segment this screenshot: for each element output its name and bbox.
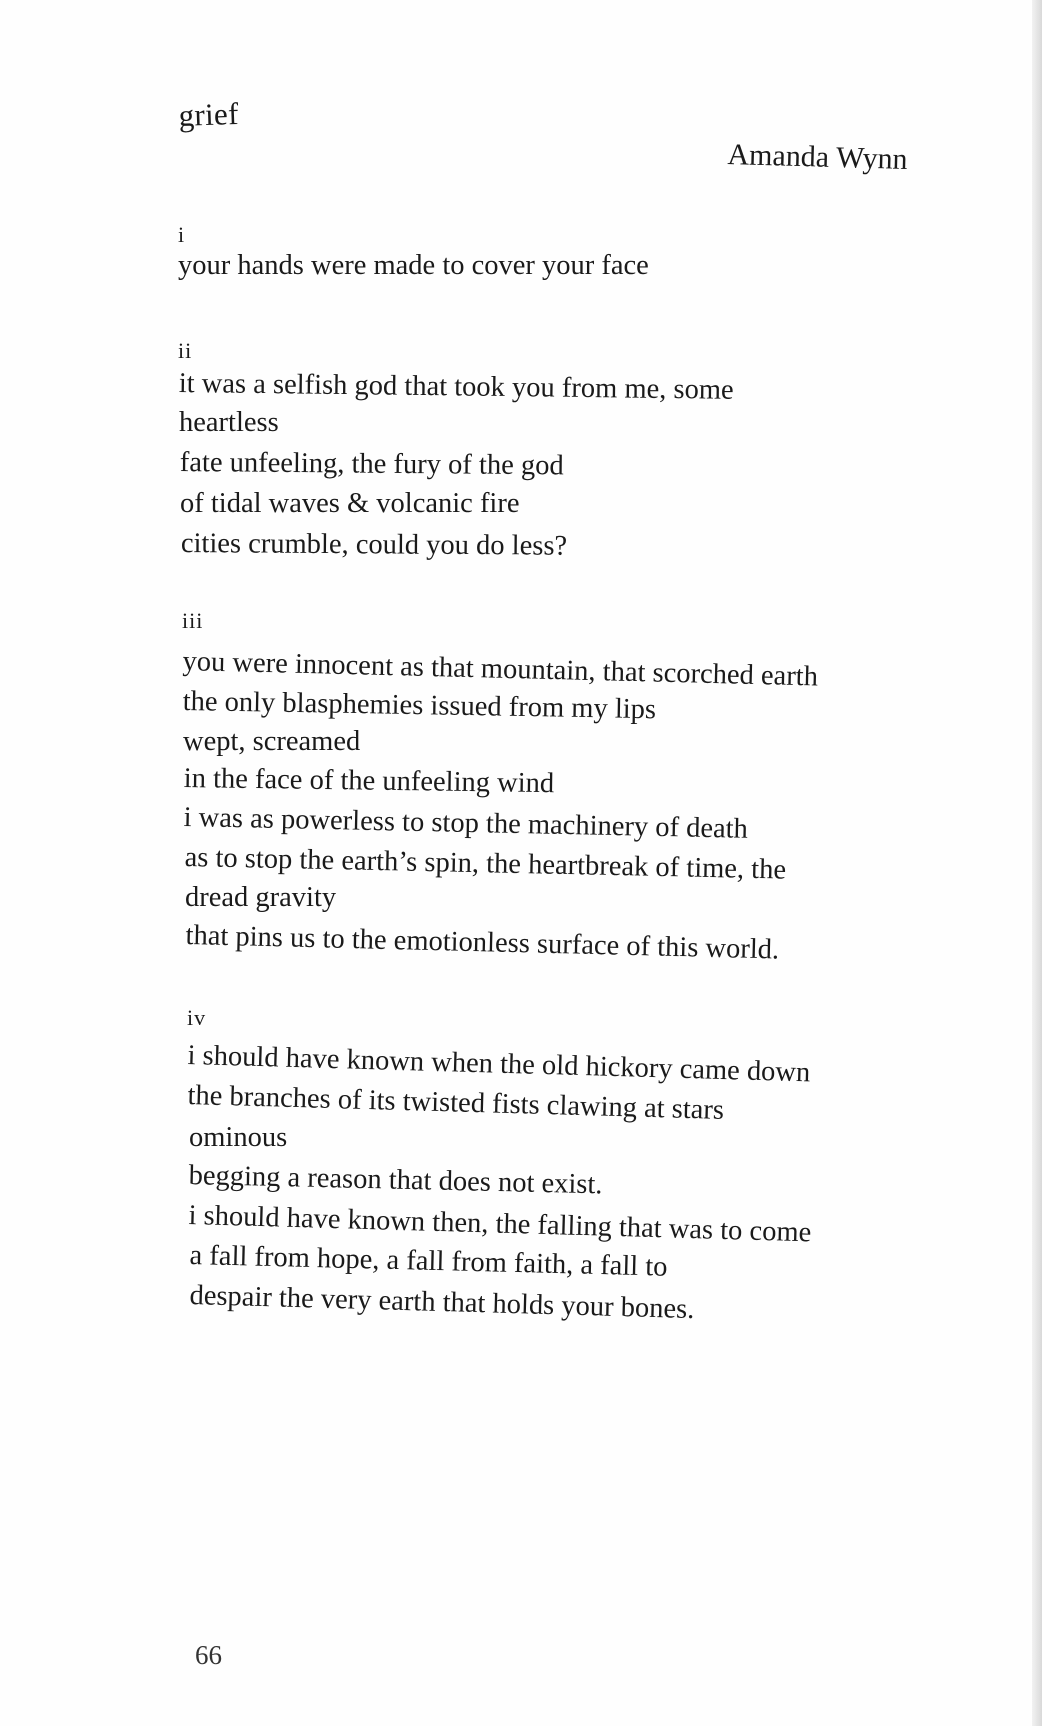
section-numeral-ii: ii: [178, 338, 193, 363]
poem-line: of tidal waves & volcanic fire: [180, 488, 520, 519]
poem-line: begging a reason that does not exist.: [188, 1160, 603, 1201]
page-number: 66: [195, 1640, 222, 1670]
poem-line: fate unfeeling, the fury of the god: [179, 447, 564, 482]
poem-line: i should have known when the old hickory came down: [187, 1040, 811, 1089]
poem-line: heartless: [179, 407, 279, 438]
poem-line: dread gravity: [185, 882, 337, 913]
poem-line: i should have known then, the falling that was to come: [188, 1200, 812, 1249]
poem-line: cities crumble, could you do less?: [180, 528, 568, 562]
poem-author: Amanda Wynn: [727, 138, 909, 177]
poem-line: as to stop the earth’s spin, the heartbreak of time, the: [184, 842, 787, 886]
poem-line: the branches of its twisted fists clawing at stars: [187, 1080, 725, 1126]
poem-line: in the face of the unfeeling wind: [183, 763, 555, 800]
poem-line: ominous: [189, 1122, 288, 1153]
section-numeral-iv: iv: [187, 1005, 207, 1030]
poem-title: grief: [178, 95, 240, 133]
poem-line: a fall from hope, a fall from faith, a fall to: [189, 1240, 668, 1283]
poem-line: despair the very earth that holds your bones.: [189, 1280, 695, 1326]
poem-line: your hands were made to cover your face: [178, 250, 649, 281]
section-numeral-iii: iii: [182, 608, 204, 633]
poem-line: wept, screamed: [183, 726, 361, 757]
poem-line: you were innocent as that mountain, that scorched earth: [182, 646, 819, 693]
poem-line: the only blasphemies issued from my lips: [182, 686, 657, 726]
poem-line: it was a selfish god that took you from me, some: [178, 368, 734, 406]
page-edge-shadow: [1032, 0, 1042, 1726]
poem-line: that pins us to the emotionless surface of this world.: [185, 920, 780, 966]
poem-line: i was as powerless to stop the machinery of death: [183, 802, 749, 845]
section-numeral-i: i: [178, 222, 186, 247]
